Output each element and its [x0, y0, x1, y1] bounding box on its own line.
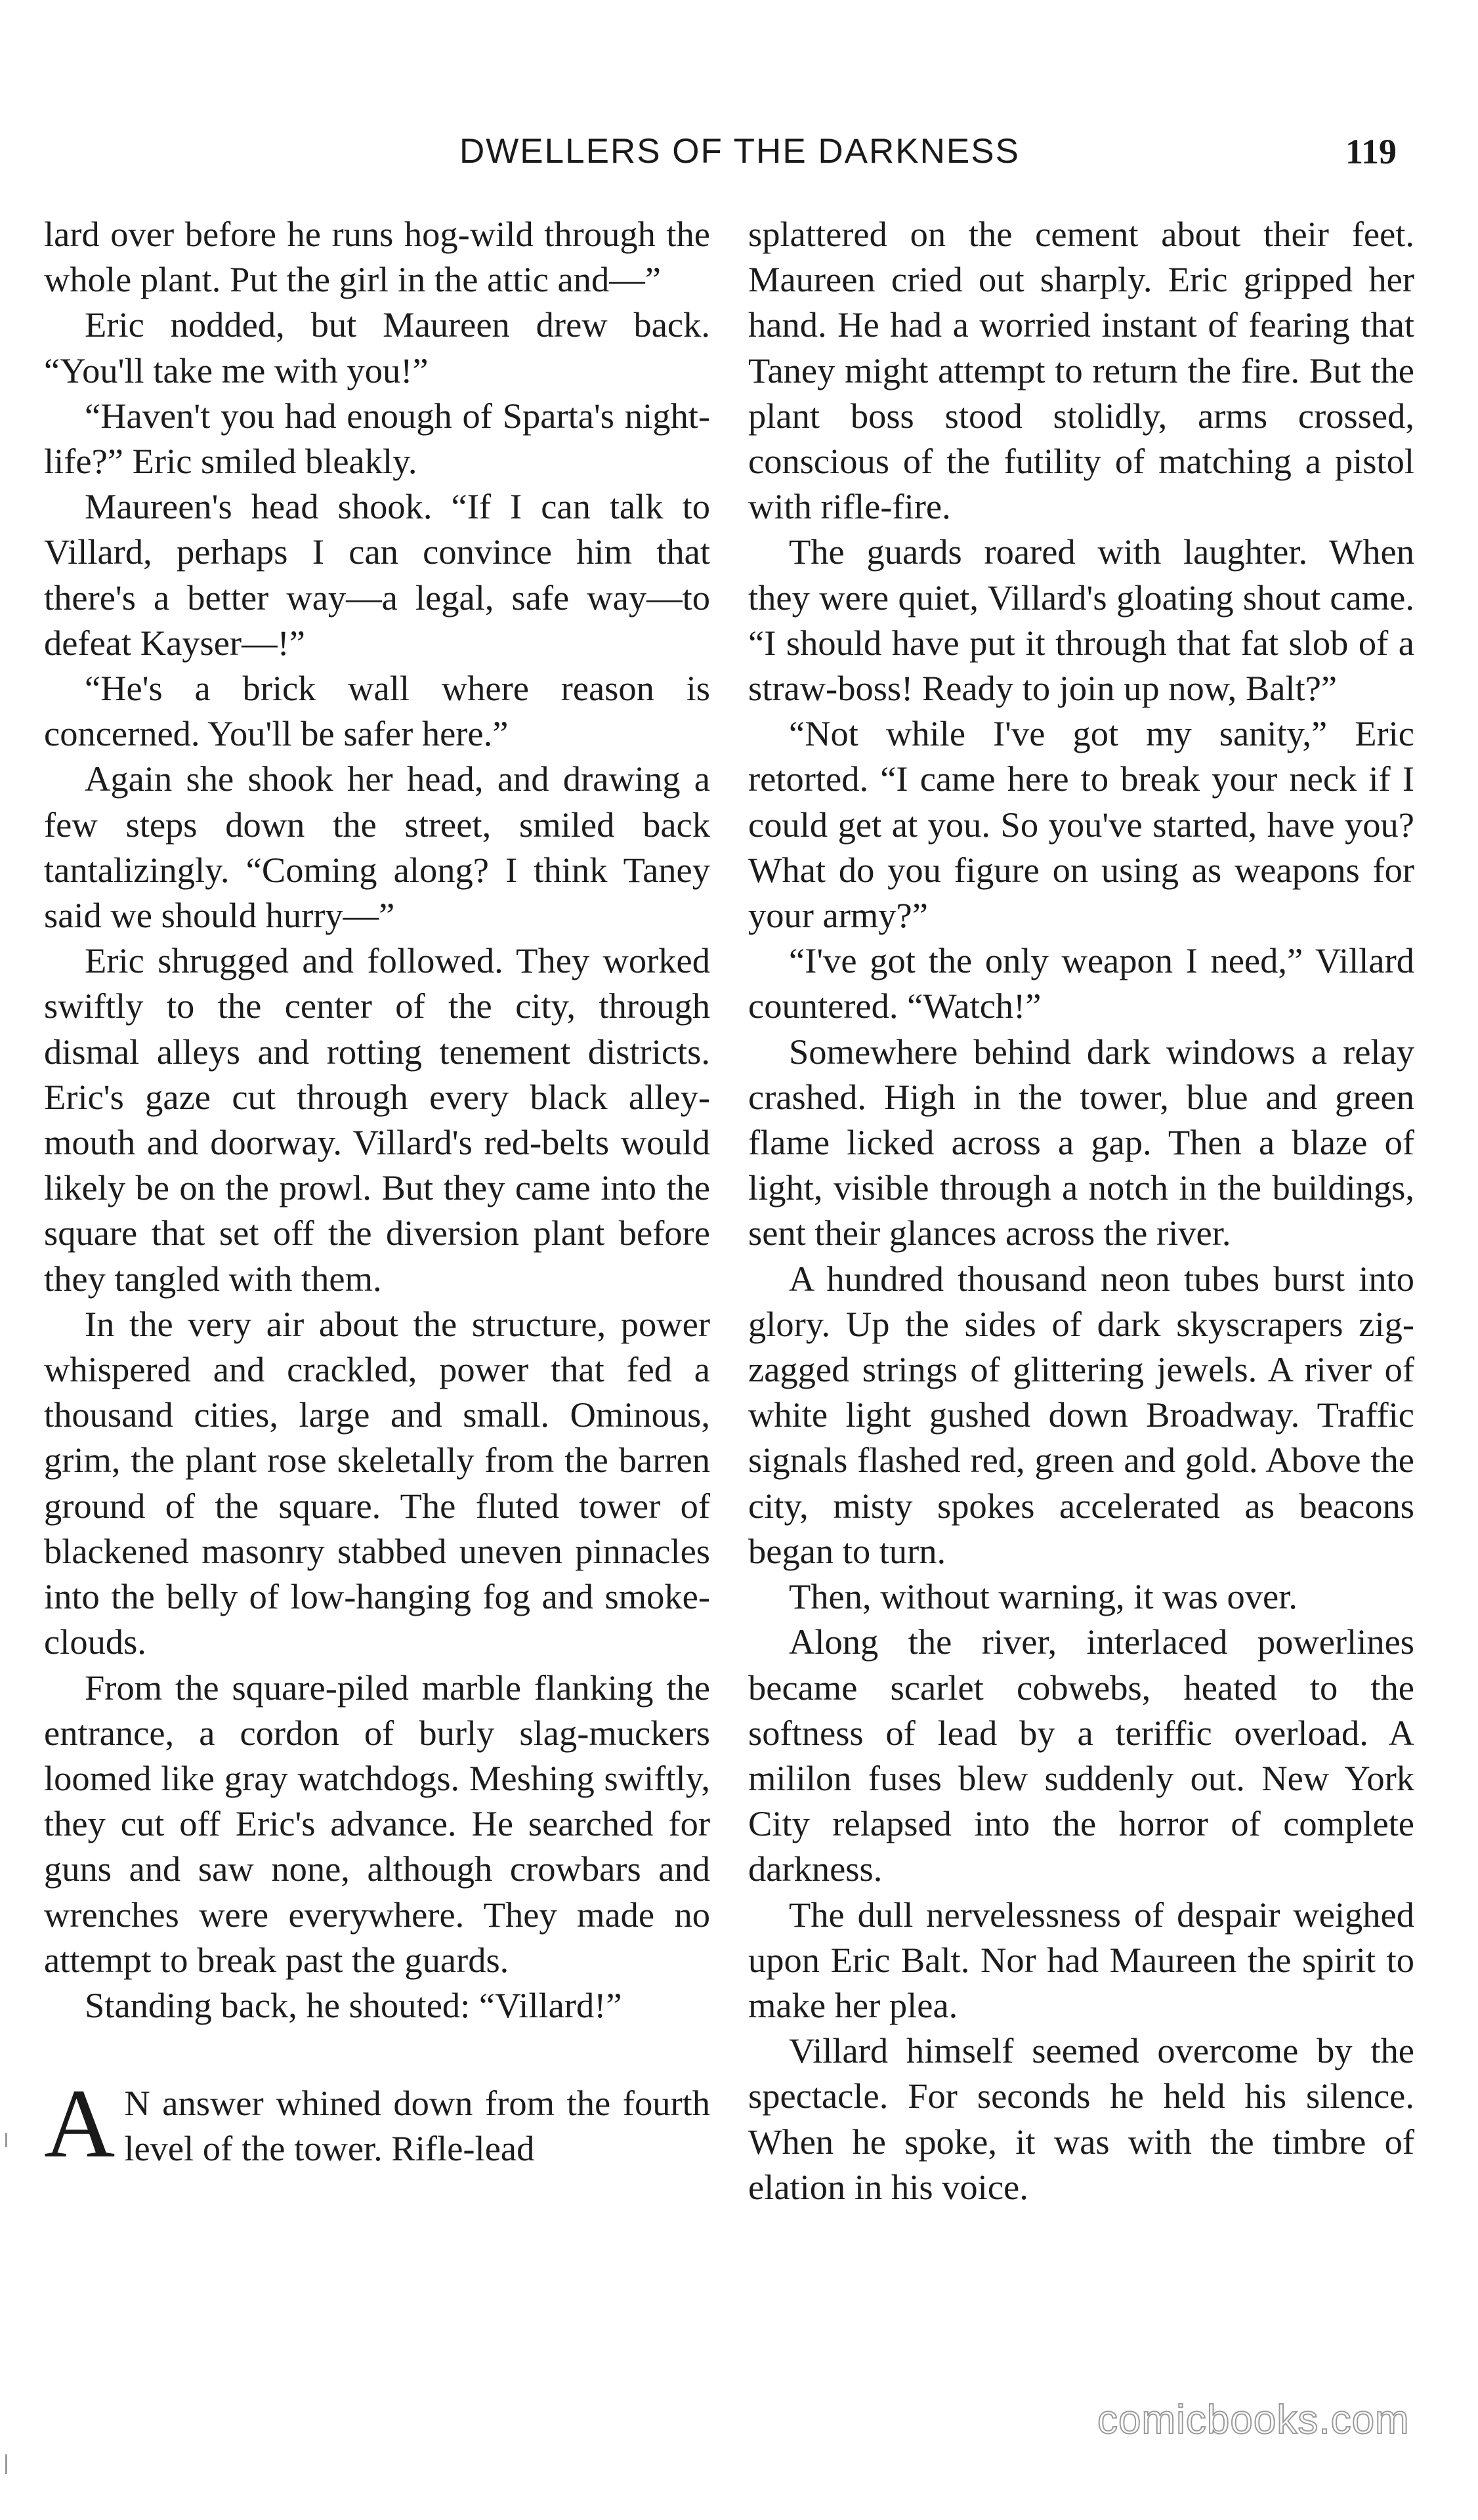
- scan-edge-mark: [5, 2133, 7, 2147]
- paragraph: The dull nervelessness of despair weighed upon Eric Balt. Nor had Maureen the spirit to make her plea.: [748, 1894, 1414, 2025]
- paragraph: Standing back, he shouted: “Villard!”: [85, 1984, 622, 2025]
- paragraph: The guards roared with laughter. When they were quiet, Villard's gloating shout came. “I should have put it through that fat slob of a straw-boss! Ready to join up now, Balt?”: [748, 532, 1414, 709]
- paragraph: “Haven't you had enough of Sparta's night-life?” Eric smiled bleakly.: [44, 395, 710, 482]
- drop-cap: A: [44, 2069, 116, 2179]
- watermark: comicbooks.com: [1097, 2397, 1410, 2443]
- paragraph: Eric nodded, but Maureen drew back. “You'll take me with you!”: [44, 304, 710, 390]
- paragraph: Eric shrugged and followed. They worked swiftly to the center of the city, through dismal alleys and rotting tenement districts. Eric's gaze cut through every black alley-mouth and doorway. Villard's red-belts would likely be on the prowl. But they came into the square that set off the diversion plant before they tangled with them.: [44, 940, 710, 1299]
- page-header: [0, 131, 1478, 184]
- paragraph: “I've got the only weapon I need,” Villard countered. “Watch!”: [748, 940, 1414, 1026]
- paragraph: From the square-piled marble flanking the entrance, a cordon of burly slag-muckers loomed like gray watchdogs. Meshing swiftly, they cut off Eric's advance. He searched for guns and saw none, although crowbars and wrenches were everywhere. They made no attempt to break past the guards.: [44, 1667, 710, 1980]
- paragraph: splattered on the cement about their feet. Maureen cried out sharply. Eric gripped her hand. He had a worried instant of fearing that Taney might attempt to return the fire. But the plant boss stood stolidly, arms crossed, conscious of the futility of matching a pistol with rifle-fire.: [748, 214, 1414, 527]
- section-opening-paragraph: [44, 2069, 710, 2179]
- paragraph: lard over before he runs hog-wild through the whole plant. Put the girl in the attic and—”: [44, 214, 710, 300]
- paragraph: Villard himself seemed overcome by the spectacle. For seconds he held his silence. When he spoke, it was with the timbre of elation in his voice.: [748, 2030, 1414, 2207]
- paragraph: “Not while I've got my sanity,” Eric retorted. “I came here to break your neck if I could get at you. So you've started, have you? What do you figure on using as weapons for your army?”: [748, 713, 1414, 936]
- running-title: DWELLERS OF THE DARKNESS: [459, 132, 1020, 171]
- paragraph: “He's a brick wall where reason is concerned. You'll be safer here.”: [44, 668, 710, 754]
- page-number: 119: [1345, 132, 1397, 171]
- paragraph: Again she shook her head, and drawing a few steps down the street, smiled back tantalizingly. “Coming along? I think Taney said we should hurry—”: [44, 759, 710, 936]
- paragraph: In the very air about the structure, power whispered and crackled, power that fed a thousand cities, large and small. Ominous, grim, the plant rose skeletally from the barren ground of the square. The fluted tower of blackened masonry stabbed uneven pinnacles into the belly of low-hanging fog and smoke-clouds.: [44, 1303, 710, 1662]
- paragraph: Along the river, interlaced powerlines became scarlet cobwebs, heated to the softness of lead by a teriffic overload. A mililon fuses blew suddenly out. New York City relapsed into the horror of complete darkness.: [748, 1622, 1414, 1889]
- left-column: [44, 211, 710, 2179]
- paragraph: Then, without warning, it was over.: [789, 1576, 1298, 1617]
- drop-cap-text: N answer whined down from the fourth level of the tower. Rifle-lead: [124, 2083, 710, 2169]
- right-column: [748, 211, 1414, 2210]
- scan-edge-mark: [5, 2454, 7, 2474]
- paragraph: A hundred thousand neon tubes burst into glory. Up the sides of dark skyscrapers zig-zagged strings of glittering jewels. A river of white light gushed down Broadway. Traffic signals flashed red, green and gold. Above the city, misty spokes accelerated as beacons began to turn.: [748, 1258, 1414, 1571]
- paragraph: Somewhere behind dark windows a relay crashed. High in the tower, blue and green flame licked across a gap. Then a blaze of light, visible through a notch in the buildings, sent their glances across the river.: [748, 1031, 1414, 1253]
- paragraph: Maureen's head shook. “If I can talk to Villard, perhaps I can convince him that there's a better way—a legal, safe way—to defeat Kayser—!”: [44, 486, 710, 663]
